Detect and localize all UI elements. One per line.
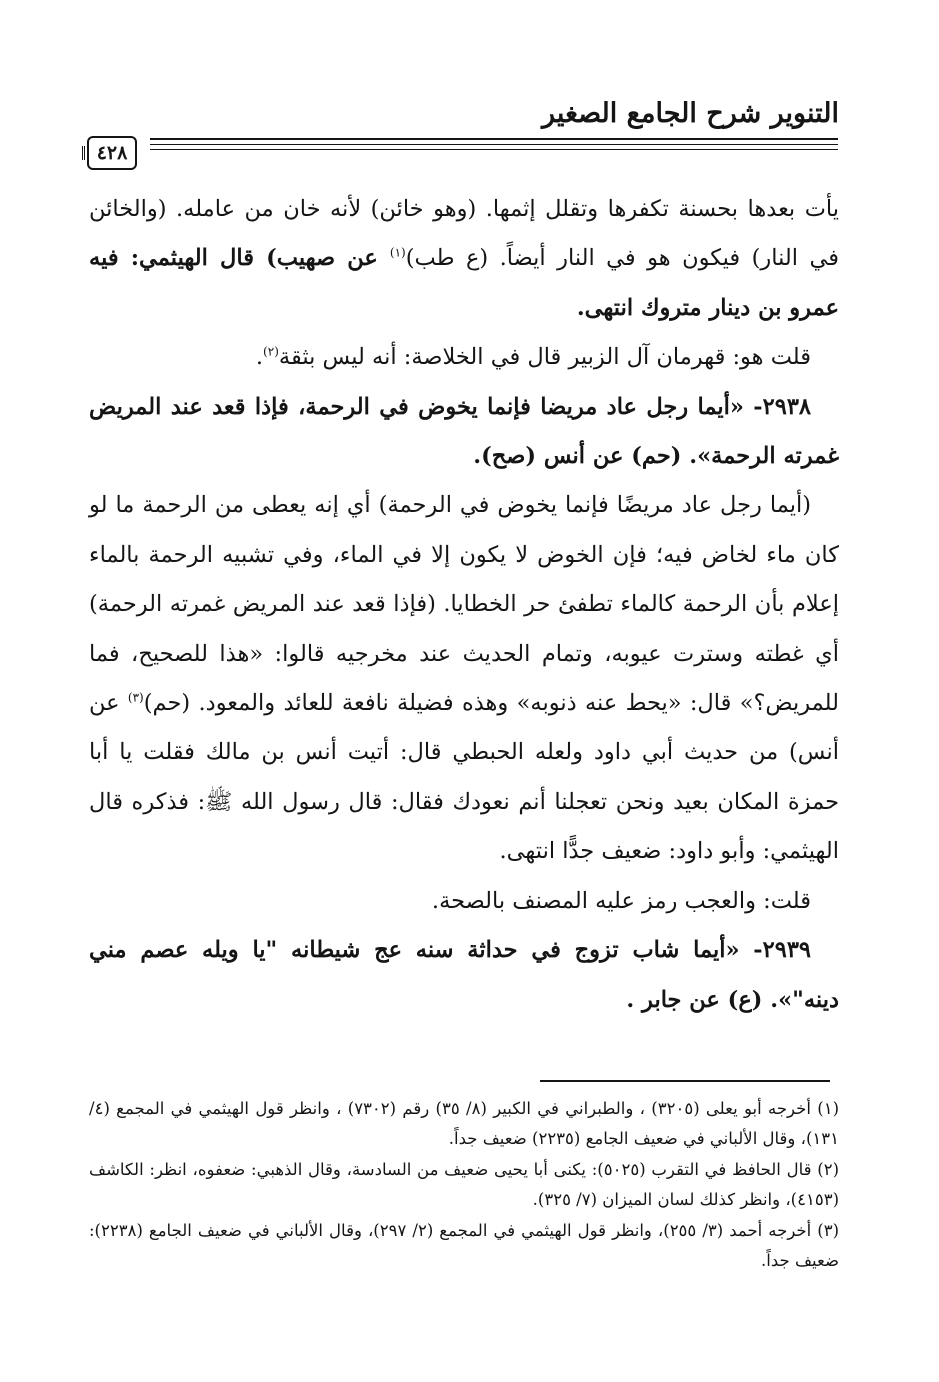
header-rule-top: [150, 138, 838, 140]
paragraph-4: قلت: والعجب رمز عليه المصنف بالصحة.: [431, 887, 811, 914]
footnotes: [89, 1094, 839, 1277]
paragraph-2: [89, 333, 839, 382]
header-rule-middle: [150, 144, 838, 145]
paragraph-2-text: قلت هو: قهرمان آل الزبير قال في الخلاصة: أنه ليس بثقة: [278, 344, 811, 371]
hadith-entry-2938: ٢٩٣٨- «أيما رجل عاد مريضا فإنما يخوض في الرحمة، فإذا قعد عند المريض غمرته الرحمة». (حم) عن أنس (صح).: [89, 393, 839, 470]
hadith-entry-2939: ٢٩٣٩- «أيما شاب تزوج في حداثة سنه عج شيطانه "يا ويله عصم مني دينه"». (ع) عن جابر .: [89, 937, 839, 1013]
page-number: ٤٢٨: [87, 136, 137, 170]
footnote-1: (١) أخرجه أبو يعلى (٣٢٠٥) ، والطبراني في الكبير (٨/ ٣٥) رقم (٧٣٠٢) ، وانظر قول الهيثمي في المجمع (٤/ ١٣١)، وقال الألباني في ضعيف الجامع (٢٢٣٥) ضعيف جداً.: [89, 1099, 839, 1148]
footnote-3: (٣) أخرجه أحمد (٣/ ٢٥٥)، وانظر قول الهيثمي في المجمع (٢/ ٢٩٧)، وقال الألباني في ضعيف الجامع (٢٢٣٨): ضعيف جداً.: [89, 1221, 839, 1270]
footnote-ref-3: (٣): [127, 690, 144, 705]
main-text: [89, 185, 839, 1025]
paragraph-3-text: (أيما رجل عاد مريضًا فإنما يخوض في الرحمة) أي إنه يعطى من الرحمة ما لو كان ماء لخاض فيه؛ فإن الخوض لا يكون إلا في الماء، وفي تشبيه الرحمة بالماء إعلام بأن الرحمة كالماء تطفئ حر الخطايا. (فإذا قعد عند المريض غمرته الرحمة) أي غطته وسترت عيوبه، وتمام الحديث عند مخرجيه قالوا: «هذا للصحيح، فما للمريض؟» قال: «يحط عنه ذنوبه» وهذه فضيلة نافعة للعائد والمعود. (حم): [89, 492, 839, 717]
footnote-ref-1: (١): [389, 245, 406, 260]
paragraph-1-tail: عن صهيب) قال الهيثمي: فيه عمرو بن دينار متروك انتهى.: [89, 245, 839, 321]
paragraph-3: [89, 481, 839, 876]
paragraph-1-text: يأت بعدها بحسنة تكفرها وتقلل إثمها. (وهو خائن) لأنه خان من عامله. (والخائن في النار) فيكون هو في النار أيضاً. (ع طب): [89, 196, 839, 272]
paragraph-3-tail: عن أنس) من حديث أبي داود ولعله الحبطي قال: أتيت أنس بن مالك فقلت يا أبا حمزة المكان بعيد ونحن تعجلنا أنم نعودك فقال: قال رسول الله ﷺ: فذكره قال الهيثمي: وأبو داود: ضعيف جدًّا انتهى.: [89, 690, 839, 865]
header-rule-bottom: [150, 149, 838, 150]
footnote-ref-2: (٢): [263, 344, 279, 359]
footnote-2: (٢) قال الحافظ في التقرب (٥٠٢٥): يكنى أبا يحيى ضعيف من السادسة، وقال الذهبي: ضعفوه، انظر: الكاشف (٤١٥٣)، وانظر كذلك لسان الميزان (٧/ ٣٢٥).: [89, 1160, 839, 1209]
paragraph-2-end: .: [255, 344, 264, 371]
footnote-separator: [540, 1080, 830, 1082]
running-title: التنوير شرح الجامع الصغير: [542, 98, 839, 129]
paragraph-1: [89, 185, 839, 333]
